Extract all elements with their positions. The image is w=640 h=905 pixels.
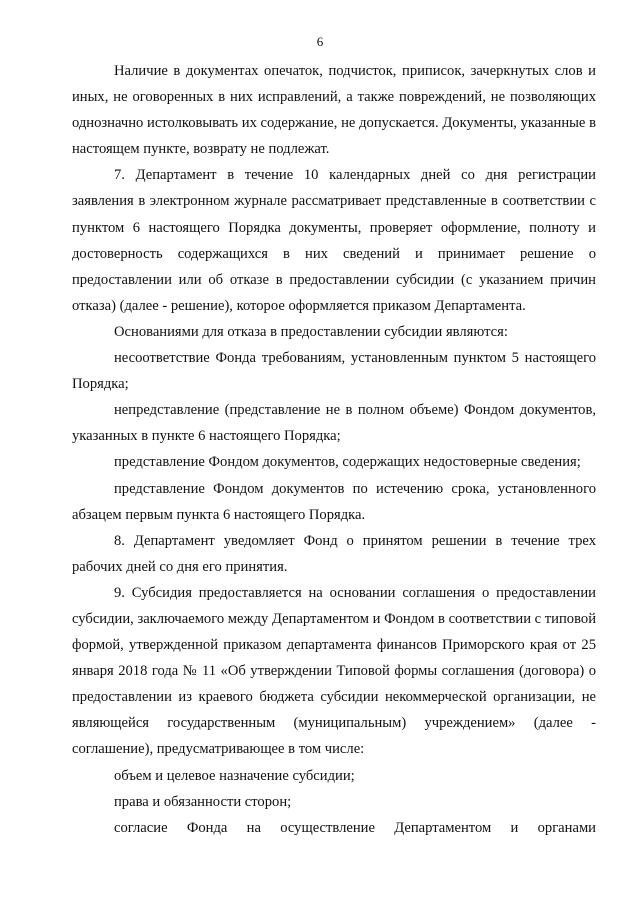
paragraph-agreement-item-2: права и обязанности сторон; bbox=[114, 793, 292, 810]
paragraph-clause-8: 8. Департамент уведомляет Фонд о принятом решении в течение трех рабочих дней со дня его принятия. bbox=[72, 532, 596, 575]
page-number: 6 bbox=[316, 34, 324, 49]
paragraph-clause-7: 7. Департамент в течение 10 календарных дней со дня регистрации заявления в электронном журнале рассматривает представленные в соответствии с пунктом 6 настоящего Порядка документы, проверяет оформление, полноту и достоверность содержащихся в них сведений и принимает решение о предоставлении или об отказе в предоставлении субсидии (с указанием причин отказа) (далее - решение), которое оформляется приказом Департамента. bbox=[72, 167, 596, 314]
paragraph-refusal-ground-3: представление Фондом документов, содержащих недостоверные сведения; bbox=[114, 454, 581, 471]
paragraph-refusal-grounds: Основаниями для отказа в предоставлении субсидии являются: bbox=[114, 323, 508, 340]
document-body bbox=[72, 58, 596, 841]
paragraph-agreement-item-1: объем и целевое назначение субсидии; bbox=[114, 767, 355, 784]
paragraph-clause-9: 9. Субсидия предоставляется на основании соглашения о предоставлении субсидии, заключаемого между Департаментом и Фондом в соответствии с типовой формой, утвержденной приказом департамента финансов Приморского края от 25 января 2018 года № 11 «Об утверждении Типовой формы соглашения (договора) о предоставлении из краевого бюджета субсидии некоммерческой организации, не являющейся государственным (муниципальным) учреждением» (далее - соглашение), предусматривающее в том числе: bbox=[72, 584, 596, 758]
paragraph-agreement-item-3: согласие Фонда на осуществление Департаментом и органами bbox=[114, 819, 596, 836]
paragraph-refusal-ground-4: представление Фондом документов по истечению срока, установленного абзацем первым пункта 6 настоящего Порядка. bbox=[72, 480, 596, 523]
paragraph-refusal-ground-1: несоответствие Фонда требованиям, установленным пунктом 5 настоящего Порядка; bbox=[72, 350, 596, 393]
paragraph-typo-clause: Наличие в документах опечаток, подчисток, приписок, зачеркнутых слов и иных, не оговоренных в них исправлений, а также повреждений, не позволяющих однозначно истолковывать их содержание, не допускается. Документы, указанные в настоящем пункте, возврату не подлежат. bbox=[72, 63, 596, 158]
paragraph-refusal-ground-2: непредставление (представление не в полном объеме) Фондом документов, указанных в пункте 6 настоящего Порядка; bbox=[72, 402, 596, 445]
